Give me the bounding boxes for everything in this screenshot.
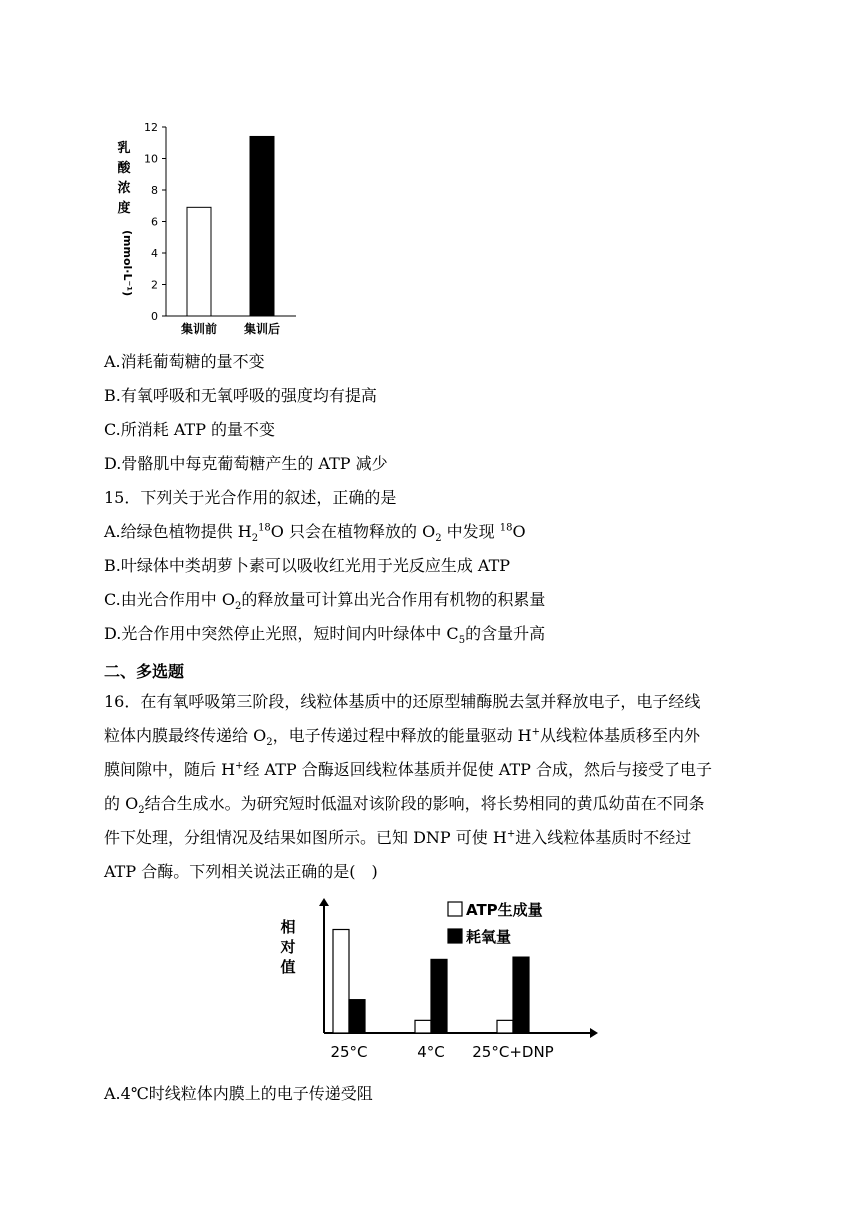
y-tick-label: 10 — [144, 152, 158, 166]
q16-line-5: 件下处理，分组情况及结果如图所示。已知 DNP 可使 H+进入线粒体基质时不经过 — [104, 828, 692, 847]
q16-line-4: 的 $O_2$结合生成水。为研究短时低温对该阶段的影响，将长势相同的黄瓜幼苗在不同条 — [104, 794, 705, 817]
x-tick-label: 25°C — [330, 1043, 368, 1061]
q14-option-d: D.骨骼肌中每克葡萄糖产生的 ATP 减少 — [104, 454, 388, 473]
x-axis-arrow — [590, 1028, 598, 1038]
lactate-bar-chart — [104, 112, 304, 344]
bar-1-2 — [415, 1020, 431, 1033]
q16-option-a: A.4℃时线粒体内膜上的电子传递受阻 — [104, 1084, 373, 1103]
bar-1-1 — [333, 930, 349, 1034]
q14-option-c: C.所消耗 ATP 的量不变 — [104, 420, 276, 439]
legend-swatch-1 — [448, 902, 462, 916]
legend-label-1: ATP生成量 — [466, 901, 543, 919]
x-tick-label: 集训后 — [243, 322, 281, 336]
q15-option-d: D.光合作用中突然停止光照，短时间内叶绿体中 $C_5$的含量升高 — [104, 624, 546, 647]
q15-option-c: C.由光合作用中 $O_2$的释放量可计算出光合作用有机物的积累量 — [104, 590, 546, 613]
y-tick-label: 6 — [151, 215, 158, 229]
legend-swatch-2 — [448, 929, 462, 943]
y-axis-label-char: 值 — [280, 958, 296, 976]
y-axis-label-char: 酸 — [117, 161, 131, 176]
y-axis-label-char: 度 — [117, 201, 131, 216]
section-title-multiple-choice: 二、多选题 — [104, 662, 185, 681]
chart1-axes — [162, 127, 296, 316]
y-tick-label: 8 — [151, 184, 158, 197]
q15-option-a: A.给绿色植物提供 $H_2^{18}O$ 只会在植物释放的 $O_2$ 中发现 $^{18}$O — [104, 522, 526, 545]
q15-stem: 15．下列关于光合作用的叙述，正确的是 — [104, 488, 397, 507]
y-axis-unit: (mmol·L⁻¹) — [121, 230, 134, 297]
x-tick-label: 集训前 — [180, 322, 218, 336]
y-axis-label-char: 对 — [280, 938, 296, 956]
y-axis-label-char: 相 — [280, 918, 296, 936]
bar-2-1 — [349, 1000, 365, 1033]
y-axis-arrow — [319, 898, 329, 906]
bar-1-3 — [497, 1020, 513, 1033]
bar-2-3 — [513, 957, 529, 1033]
chart1-bars — [187, 136, 274, 316]
y-axis-label-char: 乳 — [117, 141, 131, 156]
x-tick-label: 25°C+DNP — [472, 1043, 554, 1061]
bar-1 — [187, 207, 211, 316]
q16-line-3: 膜间隙中，随后 H+经 ATP 合酶返回线粒体基质并促使 ATP 合成，然后与接受了电子 — [104, 760, 713, 779]
y-tick-label: 4 — [151, 247, 158, 260]
q16-line-2: 粒体内膜最终传递给 $O_2$，电子传递过程中释放的能量驱动 H+从线粒体基质移至内外 — [104, 726, 701, 749]
q15-option-b: B.叶绿体中类胡萝卜素可以吸收红光用于光反应生成 ATP — [104, 556, 511, 575]
q16-line-6: ATP 合酶。下列相关说法正确的是( ) — [104, 862, 378, 881]
q14-option-b: B.有氧呼吸和无氧呼吸的强度均有提高 — [104, 386, 377, 405]
q16-line-1: 16．在有氧呼吸第三阶段，线粒体基质中的还原型辅酶脱去氢并释放电子，电子经线 — [104, 692, 701, 711]
bar-2 — [250, 136, 274, 316]
mitochondria-bar-chart — [268, 886, 608, 1064]
y-axis-label-char: 浓 — [117, 181, 131, 196]
y-tick-label: 0 — [151, 310, 158, 323]
q14-option-a: A.消耗葡萄糖的量不变 — [104, 352, 265, 371]
y-tick-label: 2 — [151, 278, 158, 292]
y-tick-label: 12 — [144, 121, 158, 134]
legend-label-2: 耗氧量 — [466, 928, 512, 946]
x-tick-label: 4°C — [417, 1043, 445, 1061]
bar-2-2 — [431, 959, 447, 1033]
